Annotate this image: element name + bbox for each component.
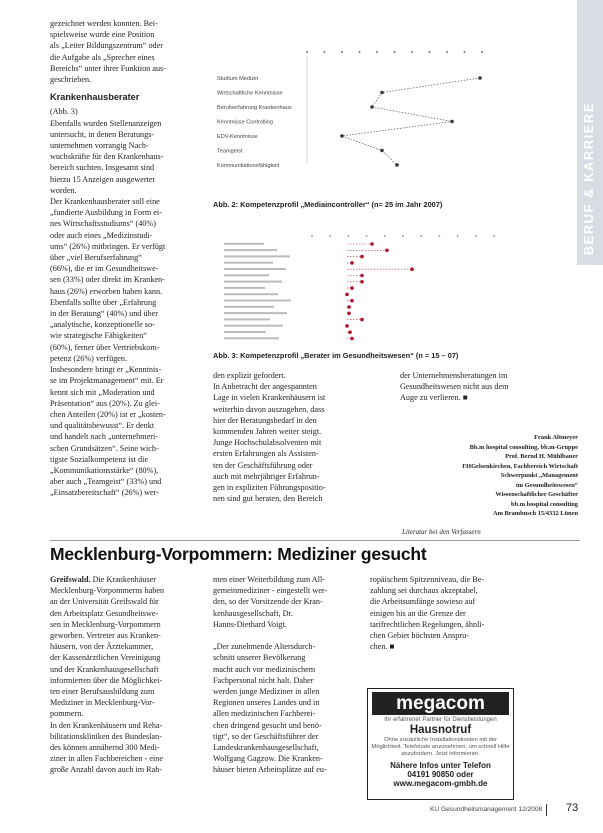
text-line: Bereichs“ unter ihrer Funktion aus-: [50, 63, 166, 73]
profile-point: [360, 318, 364, 322]
axis-tick: [493, 235, 495, 237]
text-line: chen Anteilen (20%) ist er „kosten-: [50, 409, 166, 419]
text-line: chen Gebiet höchsten Anspru-: [370, 631, 469, 641]
text-line: häuser bieten Arbeitsplätze auf eu-: [213, 765, 327, 775]
text-line: aber auch „Teamgeist“ (33%) und: [50, 477, 162, 487]
intro-text: [50, 18, 200, 85]
text-line: Gesundheitswesen nicht aus dem: [400, 382, 509, 392]
text-line: FHGelsenkirchen, Fachbereich Wirtschaft: [462, 462, 578, 470]
text-line: und qualitätsbewusst“. Er denkt: [50, 421, 155, 431]
article-column-3: [370, 574, 515, 652]
text-line: (66%), die er im Gesundheitswe-: [50, 264, 159, 274]
text-line: „fundierte Ausbildung in Form ei-: [50, 208, 162, 218]
text-line: „Kommunikationsstärke“ (80%),: [50, 465, 159, 475]
author-credits: [400, 433, 578, 519]
profile-point: [385, 249, 389, 253]
text-line: häusern, von der Ärztekammer,: [50, 642, 154, 652]
figure-2-caption: Abb. 2: Kompetenzprofil „Mediaincontroller“ (n= 25 im Jahr 2007): [213, 200, 443, 209]
profile-connector: [382, 151, 397, 166]
text-line: „Einsatzbereitschaft“ (26%) wer-: [50, 488, 159, 498]
profile-point: [345, 324, 349, 328]
row-label-placeholder: [224, 318, 270, 320]
text-line: Regionen unseres Landes und in: [213, 698, 320, 708]
axis-tick: [306, 51, 308, 53]
text-line: untersucht, in denen Beratungs-: [50, 129, 155, 139]
ad-phone: 04191 90850 oder: [407, 769, 474, 779]
dateline: Greifswald.: [50, 575, 91, 584]
profile-point: [410, 267, 414, 271]
axis-tick: [420, 235, 422, 237]
profile-point: [360, 274, 364, 278]
axis-tick: [411, 51, 413, 53]
text-line: gen in expliziten Führungspositio-: [213, 483, 326, 493]
row-label: Studium Medizin: [217, 76, 259, 82]
section-sidebar: [577, 0, 603, 265]
row-label: Kenntnisse Controlling: [217, 119, 273, 126]
article-column-2: [213, 574, 363, 776]
profile-connector: [382, 78, 480, 93]
row-label-placeholder: [224, 268, 286, 270]
row-label: Teamgeist: [217, 148, 243, 155]
profile-connector: [372, 107, 452, 122]
text-line: Insbesondere bringt er „Kenntnis-: [50, 365, 162, 375]
text-line: In den Krankenhäusern und Reha-: [50, 720, 163, 730]
text-line: kenhausgesellschaft, Dr.: [213, 608, 293, 618]
text-line: haus (26%) erworben haben kann.: [50, 286, 163, 296]
text-line: der Unternehmensberatungen im: [400, 371, 508, 380]
text-line: zahlung sei durchaus akzeptabel,: [370, 586, 478, 596]
text-line: „analytische, konzeptionelle so-: [50, 320, 155, 330]
ad-title: Hausnotruf: [409, 724, 472, 736]
text-line: Mediziner in Mecklenburg-Vor-: [50, 698, 155, 708]
text-line: chen. ■: [370, 642, 395, 652]
text-line: als „Leiter Bildungszentrum“ oder: [50, 41, 163, 51]
row-label-placeholder: [224, 243, 264, 245]
profile-point: [348, 330, 352, 334]
profile-point: [395, 163, 399, 167]
text-line: schen Grundsätzen“. Seine wich-: [50, 443, 159, 453]
page-number: 73: [566, 802, 579, 814]
text-line: „Der zunehmende Altersdurch-: [213, 642, 316, 652]
text-line: ums“ (26%) mitbringen. Er verfügt: [50, 241, 166, 251]
text-line: Landeskrankenhausgesellschaft,: [213, 743, 319, 753]
axis-tick: [359, 51, 361, 53]
profile-point: [360, 255, 364, 259]
profile-point: [360, 280, 364, 284]
text-line: geschrieben.: [50, 75, 92, 85]
ad-info: Nähere Infos unter Telefon: [390, 760, 491, 770]
text-line: Schwerpunkt „Management: [500, 472, 578, 479]
profile-point: [350, 286, 354, 290]
row-label: Kommunikationsfähigkeit: [217, 163, 280, 168]
profile-point: [350, 261, 354, 265]
text-line: Frank Altmeyer: [534, 434, 578, 441]
ad-logo: megacom: [372, 692, 509, 715]
axis-tick: [439, 235, 441, 237]
text-line: chen dringend gesucht und benö-: [213, 720, 322, 730]
text-line: sen in Mecklenburg-Vorpommern: [50, 619, 161, 629]
footer-publication: KU Gesundheitsmanagement 12/2008: [430, 806, 543, 813]
profile-point: [347, 312, 351, 316]
ad-tagline: Ihr erfahrener Partner für Dienstleistungen: [384, 717, 497, 723]
text-line: in der Beratung“ (40%) und über: [50, 309, 158, 319]
text-line: nes Wirtschaftsstudiums“ (40%): [50, 219, 156, 229]
text-line: werden junge Mediziner in allen: [213, 687, 320, 697]
row-label-placeholder: [224, 325, 283, 327]
text-line: unternehmen vorrangig Nach-: [50, 141, 149, 151]
section-label: BERUF & KARRIERE: [581, 101, 596, 255]
text-line: pommern.: [50, 709, 84, 719]
text-line: Ebenfalls wurden Stellenanzeigen: [50, 118, 162, 128]
text-line: ropäischem Spitzenniveau, die Be-: [370, 575, 485, 584]
text-line: den Arbeitsplatz Gesundheitswe-: [50, 608, 159, 618]
axis-tick: [324, 51, 326, 53]
text-line: den, so der Vorsitzende der Kran-: [213, 597, 323, 607]
row-label: Wirtschaftliche Kenntnisse: [217, 90, 283, 97]
text-line: Lage in vielen Krankenhäusern ist: [213, 393, 326, 403]
text-line: petenz (26%) verfügen.: [50, 353, 128, 363]
text-line: der Kassenärztlichen Vereinigung: [50, 653, 161, 663]
profile-point: [350, 299, 354, 303]
text-line: Junge Hochschulabsolventen mit: [213, 438, 322, 448]
text-line: im Gesundheitswesen“: [516, 481, 578, 489]
text-line: In Anbetracht der angespannten: [213, 382, 317, 392]
profile-point: [345, 293, 349, 297]
divider: [50, 540, 580, 541]
text-line: bereich suchten. Insgesamt sind: [50, 163, 155, 173]
axis-tick: [464, 51, 466, 53]
text-line: Auge zu verlieren. ■: [400, 393, 468, 403]
axis-tick: [376, 51, 378, 53]
row-label-placeholder: [224, 274, 269, 276]
row-label-placeholder: [224, 300, 291, 302]
text-line: Wolfgang Gagzow. Die Kranken-: [213, 754, 323, 764]
row-label: Berufserfahrung Krankenhaus: [217, 105, 292, 111]
text-line: auch mit mehrjähriger Erfahrun-: [213, 471, 320, 481]
text-line: (Abb. 3): [50, 107, 78, 117]
left-body-text: [50, 106, 200, 498]
profile-point: [350, 337, 354, 341]
text-line: wie strategische Fähigkeiten“: [50, 331, 147, 341]
text-line: ersten Erfahrungen als Assisten-: [213, 449, 319, 459]
profile-connector: [372, 93, 382, 108]
figure-3-caption: Abb. 3: Kompetenzprofil „Berater im Gesundheitswesen“ (n = 15 – 07): [213, 351, 459, 360]
text-line: einigen bis an die Grenze der: [370, 608, 466, 618]
text-line: Am Brambusch 15/4332 Lünen: [492, 510, 578, 517]
axis-tick: [475, 235, 477, 237]
text-line: Mecklenburg-Vorpommerns haben: [50, 586, 165, 596]
axis-tick: [402, 235, 404, 237]
text-line: über „viel Berufserfahrung“: [50, 253, 142, 263]
text-line: hier der Beratungsbedarf in den: [213, 415, 317, 425]
figure-3-chart: [212, 230, 502, 355]
row-label-placeholder: [224, 262, 273, 264]
row-label-placeholder: [224, 312, 287, 314]
text-line: an der Universität Greifswald für: [50, 597, 159, 607]
text-line: Präsentation“ aus (20%). Zu glei-: [50, 398, 160, 408]
row-label-placeholder: [224, 287, 265, 289]
left-column: [50, 18, 200, 499]
text-line: Prof. Bernd H. Mühlbauer: [505, 453, 578, 460]
subhead-krankenhausberater: Krankenhausberater: [50, 92, 140, 103]
profile-point: [347, 305, 351, 309]
text-line: Bb.m hospital consulting, bb.m-Gruppe: [469, 443, 578, 451]
text-line: die Aufgabe als „Sprecher eines: [50, 52, 155, 62]
text-line: bb.m hospital consulting: [511, 500, 578, 508]
row-label-placeholder: [224, 331, 266, 333]
text-line: spielsweise wurde eine Position: [50, 30, 155, 40]
figure-2-chart: [212, 38, 497, 168]
text-line: weiterhin davon auszugehen, dass: [213, 404, 325, 414]
row-label-placeholder: [224, 255, 290, 257]
text-line: wuchskräfte für den Krankenhaus-: [50, 152, 164, 162]
profile-connector: [342, 122, 452, 137]
middle-column: [213, 370, 363, 504]
row-label-placeholder: [224, 293, 278, 295]
row-label-placeholder: [224, 337, 279, 339]
article-headline: Mecklenburg-Vorpommern: Mediziner gesucht: [50, 544, 427, 564]
profile-point: [370, 242, 374, 246]
axis-tick: [394, 51, 396, 53]
text-line: tigt“, so der Geschäftsführer der: [213, 731, 319, 741]
text-line: ziner in allen Fachbereichen - eine: [50, 754, 163, 764]
axis-tick: [446, 51, 448, 53]
text-line: gezeichnet werden konnten. Bei-: [50, 19, 158, 28]
text-line: und handelt nach „unternehmeri-: [50, 432, 158, 442]
text-line: gemeinmediziner - eingestellt wer-: [213, 586, 328, 596]
text-line: Hanns-Diethard Voigt.: [213, 619, 287, 629]
text-line: bilitationskliniken des Bundeslan-: [50, 731, 162, 741]
text-line: Ebenfalls sollte über „Erfahrung: [50, 297, 157, 307]
axis-tick: [341, 51, 343, 53]
text-line: Fachpersonal nicht halt. Daher: [213, 675, 314, 685]
text-line: schnitt unserer Bevölkerung: [213, 653, 306, 663]
megacom-ad[interactable]: [367, 688, 514, 800]
text-line: Der Krankenhausberater soll eine: [50, 197, 160, 207]
text-line: den explizit gefordert.: [213, 371, 286, 380]
text-line: allen medizinischen Fachberei-: [213, 709, 316, 719]
text-line: tigste Sozialkompetenz ist die: [50, 454, 149, 464]
text-line: macht auch vor medizinischem: [213, 664, 316, 674]
ad-website[interactable]: www.megacom-gmbh.de: [393, 778, 488, 788]
row-label-placeholder: [224, 306, 274, 308]
text-line: kommenden Jahren weiter steigt.: [213, 427, 322, 437]
axis-tick: [329, 235, 331, 237]
text-line: worden.: [50, 185, 77, 195]
text-line: sen (33%) oder direkt im Kranken-: [50, 275, 165, 285]
text-line: tarifrechtlichen Regelungen, ähnli-: [370, 619, 485, 629]
text-line: (60%), ferner über Vertriebskom-: [50, 342, 160, 352]
text-line: die Arbeitsumfänge sowieso auf: [370, 597, 476, 607]
axis-tick: [384, 235, 386, 237]
row-label-placeholder: [224, 249, 277, 251]
text-line: informierten über die Möglichkei-: [50, 675, 163, 685]
text-line: oder auch eines „Medizinstudi-: [50, 230, 153, 240]
text-line: men einer Weiterbildung zum All-: [213, 575, 325, 584]
right-column: [400, 370, 578, 404]
text-line: kennt sich mit „Moderation und: [50, 387, 155, 397]
axis-tick: [429, 51, 431, 53]
text-line: ten der Geschäftsführung oder: [213, 460, 313, 470]
text-line: geworben. Vertreter aus Kranken-: [50, 631, 161, 641]
ad-body: Ohne zusätzliche Installationskosten mit der Möglichkeit. Telefonate anzunehmen, um schnell Hilfe anzufordern. Jetzt informieren.: [371, 737, 510, 758]
text-line: große Anzahl davon auch im Rah-: [50, 765, 163, 775]
row-label: EDV-Kenntnisse: [217, 134, 258, 140]
axis-tick: [311, 235, 313, 237]
profile-connector: [342, 136, 382, 151]
row-label-placeholder: [224, 281, 282, 283]
text-line: nen sind gut beraten, den Bereich: [213, 494, 323, 504]
axis-tick: [481, 51, 483, 53]
axis-tick: [457, 235, 459, 237]
text-line: se im Projektmanagement“ mit. Er: [50, 376, 164, 386]
axis-tick: [348, 235, 350, 237]
footer-divider: [546, 804, 547, 816]
text-line: ten einer Berufsausbildung zum: [50, 687, 155, 697]
text-line: Wissenschaftlicher Geschäfter: [495, 491, 578, 498]
text-line: hierzu 15 Anzeigen ausgewertet: [50, 174, 155, 184]
text-line: des können annähernd 300 Medi-: [50, 743, 160, 753]
text-line: und der Krankenhausgesellschaft: [50, 664, 159, 674]
article-column-1: Greifswald. Die Krankenhäuser Mecklenburg-Vorpommerns haben an der Universität Greifswald für den Arbeitsplatz Gesundheitswe- sen in Mecklenburg-Vorpommern geworben. Vertreter aus Kranken- häusern, von der Ärztekammer, der Kassenärztlichen Vereinigung und der Krankenhausgesellschaft informierten über die Möglichkei- ten einer Berufsausbildung zum Mediziner in Mecklenburg-Vor- pommern. In den Krankenhäusern und Reha- bilitationskliniken des Bundeslan- des können annähernd 300 Medi- ziner in allen Fachbereichen - eine große Anzahl davon auch im Rah-: [50, 574, 200, 776]
text-line: [213, 630, 363, 641]
credit-footnote: Literatur bei den Verfassern: [402, 528, 481, 536]
axis-tick: [366, 235, 368, 237]
